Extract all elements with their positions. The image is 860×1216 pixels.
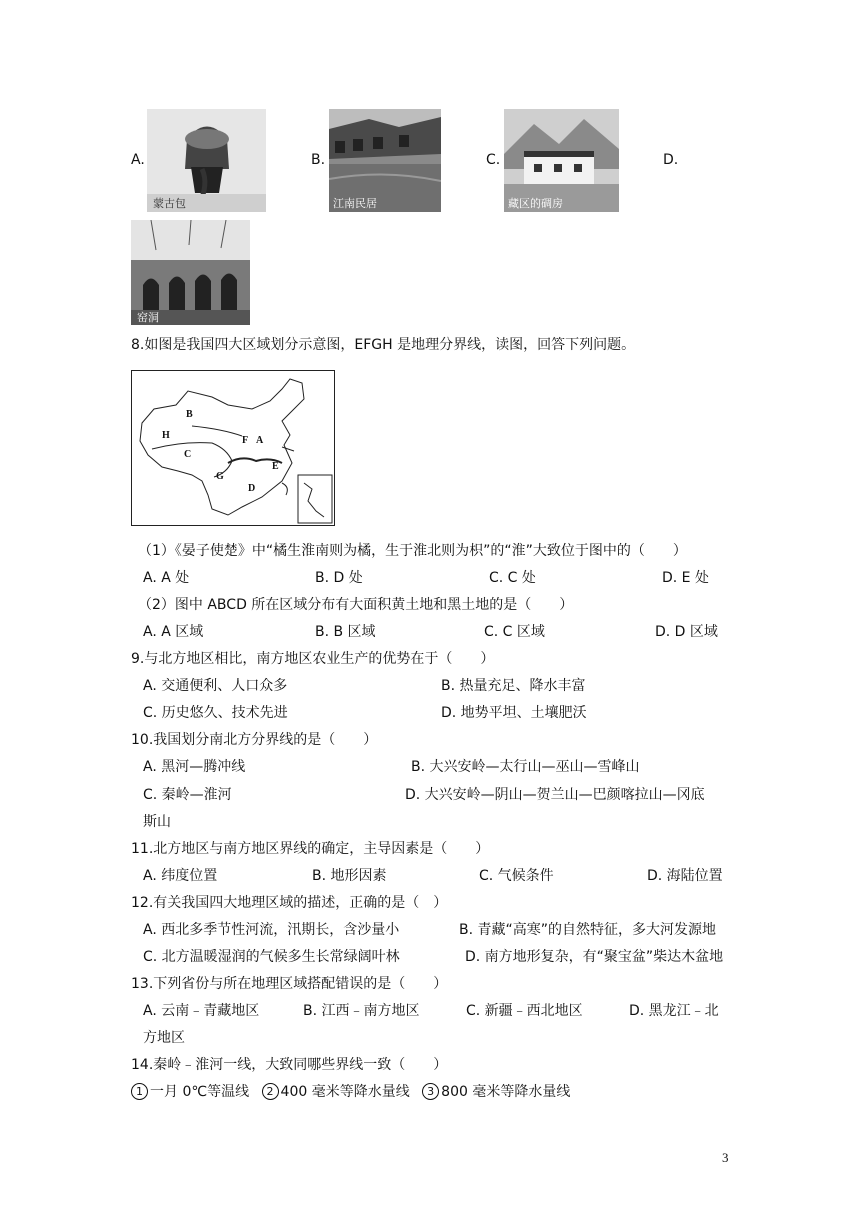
question-14-stem: 14.秦岭﹣淮河一线，大致同哪些界线一致（ ）	[131, 1057, 448, 1073]
option-d-label: D.	[663, 152, 679, 168]
option-continuation: 斯山	[143, 814, 171, 830]
map-label-c: C	[184, 449, 192, 460]
photo-caption: 江南民居	[333, 197, 377, 210]
tibetan-house-photo	[504, 109, 619, 212]
photo-caption: 藏区的碉房	[508, 197, 563, 210]
option[interactable]: D. D 区域	[655, 624, 718, 640]
jiangnan-house-photo	[329, 109, 441, 212]
option[interactable]: C. C 处	[489, 570, 536, 586]
option[interactable]: C. 气候条件	[479, 868, 554, 884]
question-10-stem: 10.我国划分南北方分界线的是（ ）	[131, 732, 378, 748]
cave-dwelling-photo	[131, 220, 250, 325]
mongolian-yurt-photo	[147, 109, 266, 212]
option[interactable]: D. 黑龙江﹣北	[629, 1003, 719, 1019]
list-item	[131, 1084, 249, 1100]
question-9-stem: 9.与北方地区相比，南方地区农业生产的优势在于（ ）	[131, 651, 495, 667]
photo-caption: 蒙古包	[153, 197, 186, 210]
option[interactable]: D. E 处	[662, 570, 709, 586]
option[interactable]: D. 地势平坦、土壤肥沃	[441, 705, 587, 721]
option[interactable]: D. 南方地形复杂，有“聚宝盆”柴达木盆地	[465, 949, 724, 965]
photo-caption: 窑洞	[137, 311, 159, 324]
option-b-label: B.	[311, 152, 326, 168]
option[interactable]: C. C 区域	[484, 624, 545, 640]
option[interactable]: D. 大兴安岭—阴山—贺兰山—巴颜喀拉山—冈底	[405, 787, 705, 803]
option[interactable]: A. 交通便利、人口众多	[143, 678, 288, 694]
question-11-stem: 11.北方地区与南方地区界线的确定，主导因素是（ ）	[131, 841, 490, 857]
page-number: 3	[722, 1150, 729, 1165]
option[interactable]: A. 纬度位置	[143, 868, 218, 884]
option[interactable]: B. 地形因素	[312, 868, 387, 884]
question-8-sub1-stem: （1）《晏子使楚》中“橘生淮南则为橘，生于淮北则为枳”的“淮”大致位于图中的（ ）	[138, 543, 687, 559]
question-14-items	[131, 1083, 570, 1101]
circled-number: 1	[131, 1083, 148, 1100]
item-text: 800 毫米等降水量线	[441, 1084, 571, 1100]
option[interactable]: B. 青藏“高寒”的自然特征，多大河发源地	[459, 922, 717, 938]
option[interactable]: B. 热量充足、降水丰富	[441, 678, 586, 694]
china-regions-map	[131, 370, 335, 526]
option-c-label: C.	[486, 152, 501, 168]
option[interactable]: C. 新疆﹣西北地区	[466, 1003, 583, 1019]
map-label-b: B	[186, 409, 193, 420]
question-8-stem: 8.如图是我国四大区域划分示意图，EFGH 是地理分界线，读图，回答下列问题。	[131, 337, 636, 353]
option[interactable]: A. A 处	[143, 570, 190, 586]
option[interactable]: C. 秦岭—淮河	[143, 787, 232, 803]
option[interactable]: B. 江西﹣南方地区	[303, 1003, 420, 1019]
list-item	[262, 1084, 410, 1100]
option-continuation: 方地区	[143, 1030, 185, 1046]
item-text: 400 毫米等降水量线	[280, 1084, 410, 1100]
question-13-stem: 13.下列省份与所在地理区域搭配错误的是（ ）	[131, 976, 448, 992]
option-a-label: A.	[131, 152, 145, 168]
map-label-a: A	[256, 435, 264, 446]
map-label-g: G	[216, 471, 224, 482]
map-label-f: F	[242, 435, 249, 446]
option[interactable]: B. D 处	[315, 570, 363, 586]
question-12-stem: 12.有关我国四大地理区域的描述，正确的是（ ）	[131, 895, 448, 911]
circled-number: 3	[422, 1083, 439, 1100]
option[interactable]: A. 黑河—腾冲线	[143, 759, 246, 775]
question-8-sub2-stem: （2）图中 ABCD 所在区域分布有大面积黄土地和黑土地的是（ ）	[138, 597, 574, 613]
option[interactable]: C. 北方温暖湿润的气候多生长常绿阔叶林	[143, 949, 400, 965]
option[interactable]: D. 海陆位置	[647, 868, 723, 884]
option[interactable]: B. B 区域	[315, 624, 376, 640]
item-text: 一月 0℃等温线	[150, 1084, 250, 1100]
option[interactable]: B. 大兴安岭—太行山—巫山—雪峰山	[411, 759, 640, 775]
option[interactable]: A. A 区域	[143, 624, 204, 640]
map-label-h: H	[162, 430, 170, 441]
circled-number: 2	[262, 1083, 279, 1100]
list-item	[422, 1084, 570, 1100]
map-label-d: D	[248, 483, 256, 494]
option[interactable]: A. 西北多季节性河流，汛期长，含沙量小	[143, 922, 400, 938]
option[interactable]: A. 云南﹣青藏地区	[143, 1003, 260, 1019]
map-label-e: E	[272, 461, 279, 472]
option[interactable]: C. 历史悠久、技术先进	[143, 705, 288, 721]
